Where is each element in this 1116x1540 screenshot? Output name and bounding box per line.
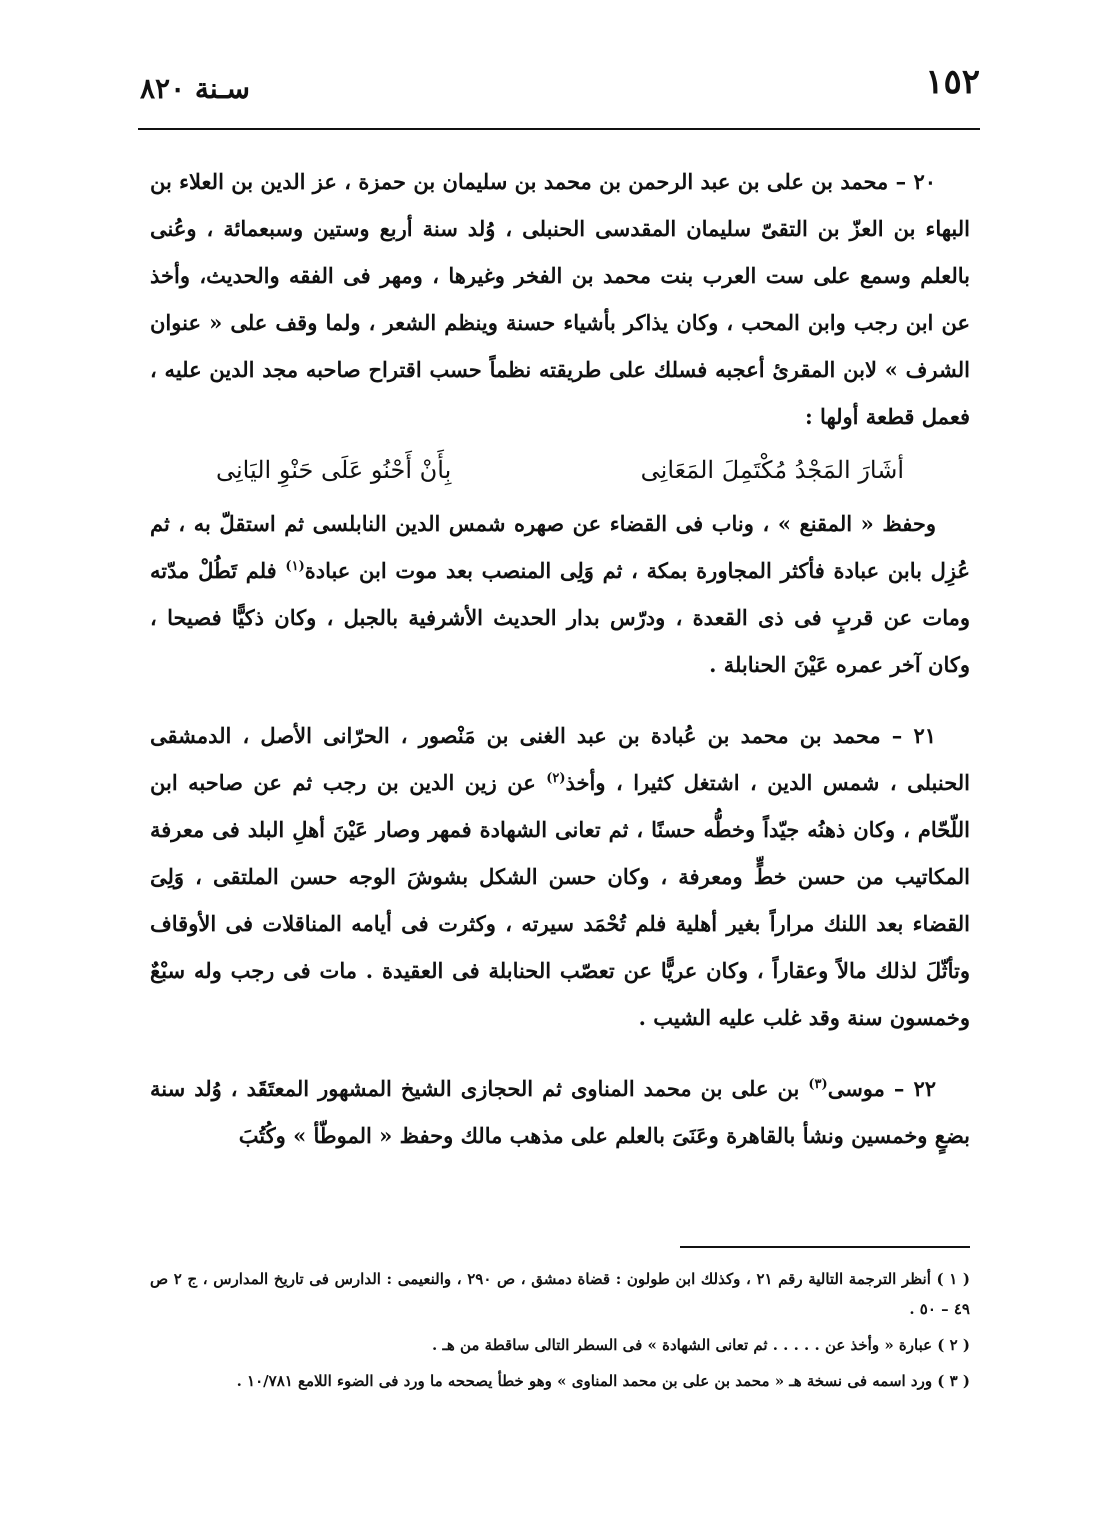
verse-hemistich-2: بِأَنْ أَحْنُو عَلَى حَنْوِ اليَانِى: [216, 456, 452, 484]
entry-20-text: ٢٠ – محمد بن على بن عبد الرحمن بن محمد بن سليمان بن حمزة ، عز الدين بن العلاء بن البهاء بن العزّ بن التقىّ سليمان المقدسى الحنبلى ، وُلد سنة أربع وستين وسبعمائة ، وعُنى بالعلم وسمع على ست العرب بنت محمد بن الفخر وغيرها ، ومهر فى الفقه والحديث، وأخذ عن ابن رجب وابن المحب ، وكان يذاكر بأشياء حسنة وينظم الشعر ، ولما وقف على « عنوان الشرف » لابن المقرئ أعجبه فسلك على طريقته نظماً حسب اقتراح صاحبه مجد الدين عليه ، فعمل قطعة أولها :: [150, 169, 970, 429]
footnote-rule: [680, 1246, 970, 1248]
footnote-ref-1: (١): [285, 559, 305, 574]
header-rule: [138, 128, 980, 130]
footnote-ref-3: (٣): [808, 1077, 828, 1092]
entry-21-text: [150, 712, 970, 1041]
page-number: ١٥٢: [925, 62, 980, 102]
entry-20-continuation-part-2: فلم تَطُلْ مدّته ومات عن قربٍ فى ذى القعدة ، ودرّس بدار الحديث الأشرفية بالجبل ، وكان ذكيًّا فصيحا ، وكان آخر عمره عَيْنَ الحنابلة .: [150, 558, 970, 677]
entry-21-part-2: عن زين الدين بن رجب ثم عن صاحبه ابن اللّحّام ، وكان ذهنُه جيّداً وخطُّه حسنًا ، ثم تعانى الشهادة فمهر وصار عَيْنَ أهلِ البلد فى معرفة المكاتيب من حسن خطٍّ ومعرفة ، وكان حسن الشكل بشوشَ الوجه حسن الملتقى ، وَلِىَ القضاء بعد اللنك مراراً بغير أهلية فلم تُحْمَد سيرته ، وكثرت فى أيامه المناقلات فى الأوقاف وتأثّلَ لذلك مالاً وعقاراً ، وكان عريًّا عن تعصّب الحنابلة فى العقيدة . مات فى رجب وله سبْعٌ وخمسون سنة وقد غلب عليه الشيب .: [150, 770, 970, 1030]
verse: [150, 448, 970, 492]
footnote-ref-2: (٢): [546, 771, 566, 786]
footnote-1: ( ١ ) أنظر الترجمة التالية رقم ٢١ ، وكذلك ابن طولون : قضاة دمشق ، ص ٢٩٠ ، والنعيمى : الدارس فى تاريخ المدارس ، ج ٢ ص ٤٩ – ٥٠ .: [150, 1270, 970, 1318]
page-header: [140, 62, 980, 122]
main-text: [150, 158, 970, 1183]
entry-22: [150, 1065, 970, 1159]
entry-21: [150, 712, 970, 1041]
entry-20: [150, 158, 970, 688]
footnotes: [150, 1264, 970, 1402]
verse-hemistich-1: أشَارَ المَجْدُ مُكْتَمِلَ المَعَانِى: [640, 456, 904, 484]
entry-20-continuation: [150, 500, 970, 688]
entry-22-part-1: ٢٢ – موسى: [827, 1076, 936, 1101]
entry-22-text: [150, 1065, 970, 1159]
running-title: سـنة ٨٢٠: [140, 72, 250, 105]
entry-22-part-2: بن على بن محمد المناوى ثم الحجازى الشيخ المشهور المعتَقَد ، وُلد سنة بضعٍ وخمسين ونشأ بالقاهرة وعَنَىَ بالعلم على مذهب مالك وحفظ « الموطّأ » وكُتُبَ: [150, 1076, 970, 1148]
entry-21-part-1: ٢١ – محمد بن محمد بن عُبادة بن عبد الغنى بن مَنْصور ، الحرّانى الأصل ، الدمشقى الحنبلى ، شمس الدين ، اشتغل كثيرا ، وأخذ: [150, 723, 970, 795]
footnote-3: ( ٣ ) ورد اسمه فى نسخة هـ « محمد بن على بن محمد المناوى » وهو خطأ يصححه ما ورد فى الضوء اللامع ١٠/٧٨١ .: [236, 1372, 970, 1390]
footnote-2: ( ٢ ) عبارة « وأخذ عن . . . . . ثم تعانى الشهادة » فى السطر التالى ساقطة من هـ .: [432, 1336, 970, 1354]
entry-20-continuation-part-1: وحفظ « المقنع » ، وناب فى القضاء عن صهره شمس الدين النابلسى ثم استقلّ به ، ثم عُزِل بابن عبادة فأكثر المجاورة بمكة ، ثم وَلِى المنصب بعد موت ابن عبادة: [150, 511, 971, 583]
